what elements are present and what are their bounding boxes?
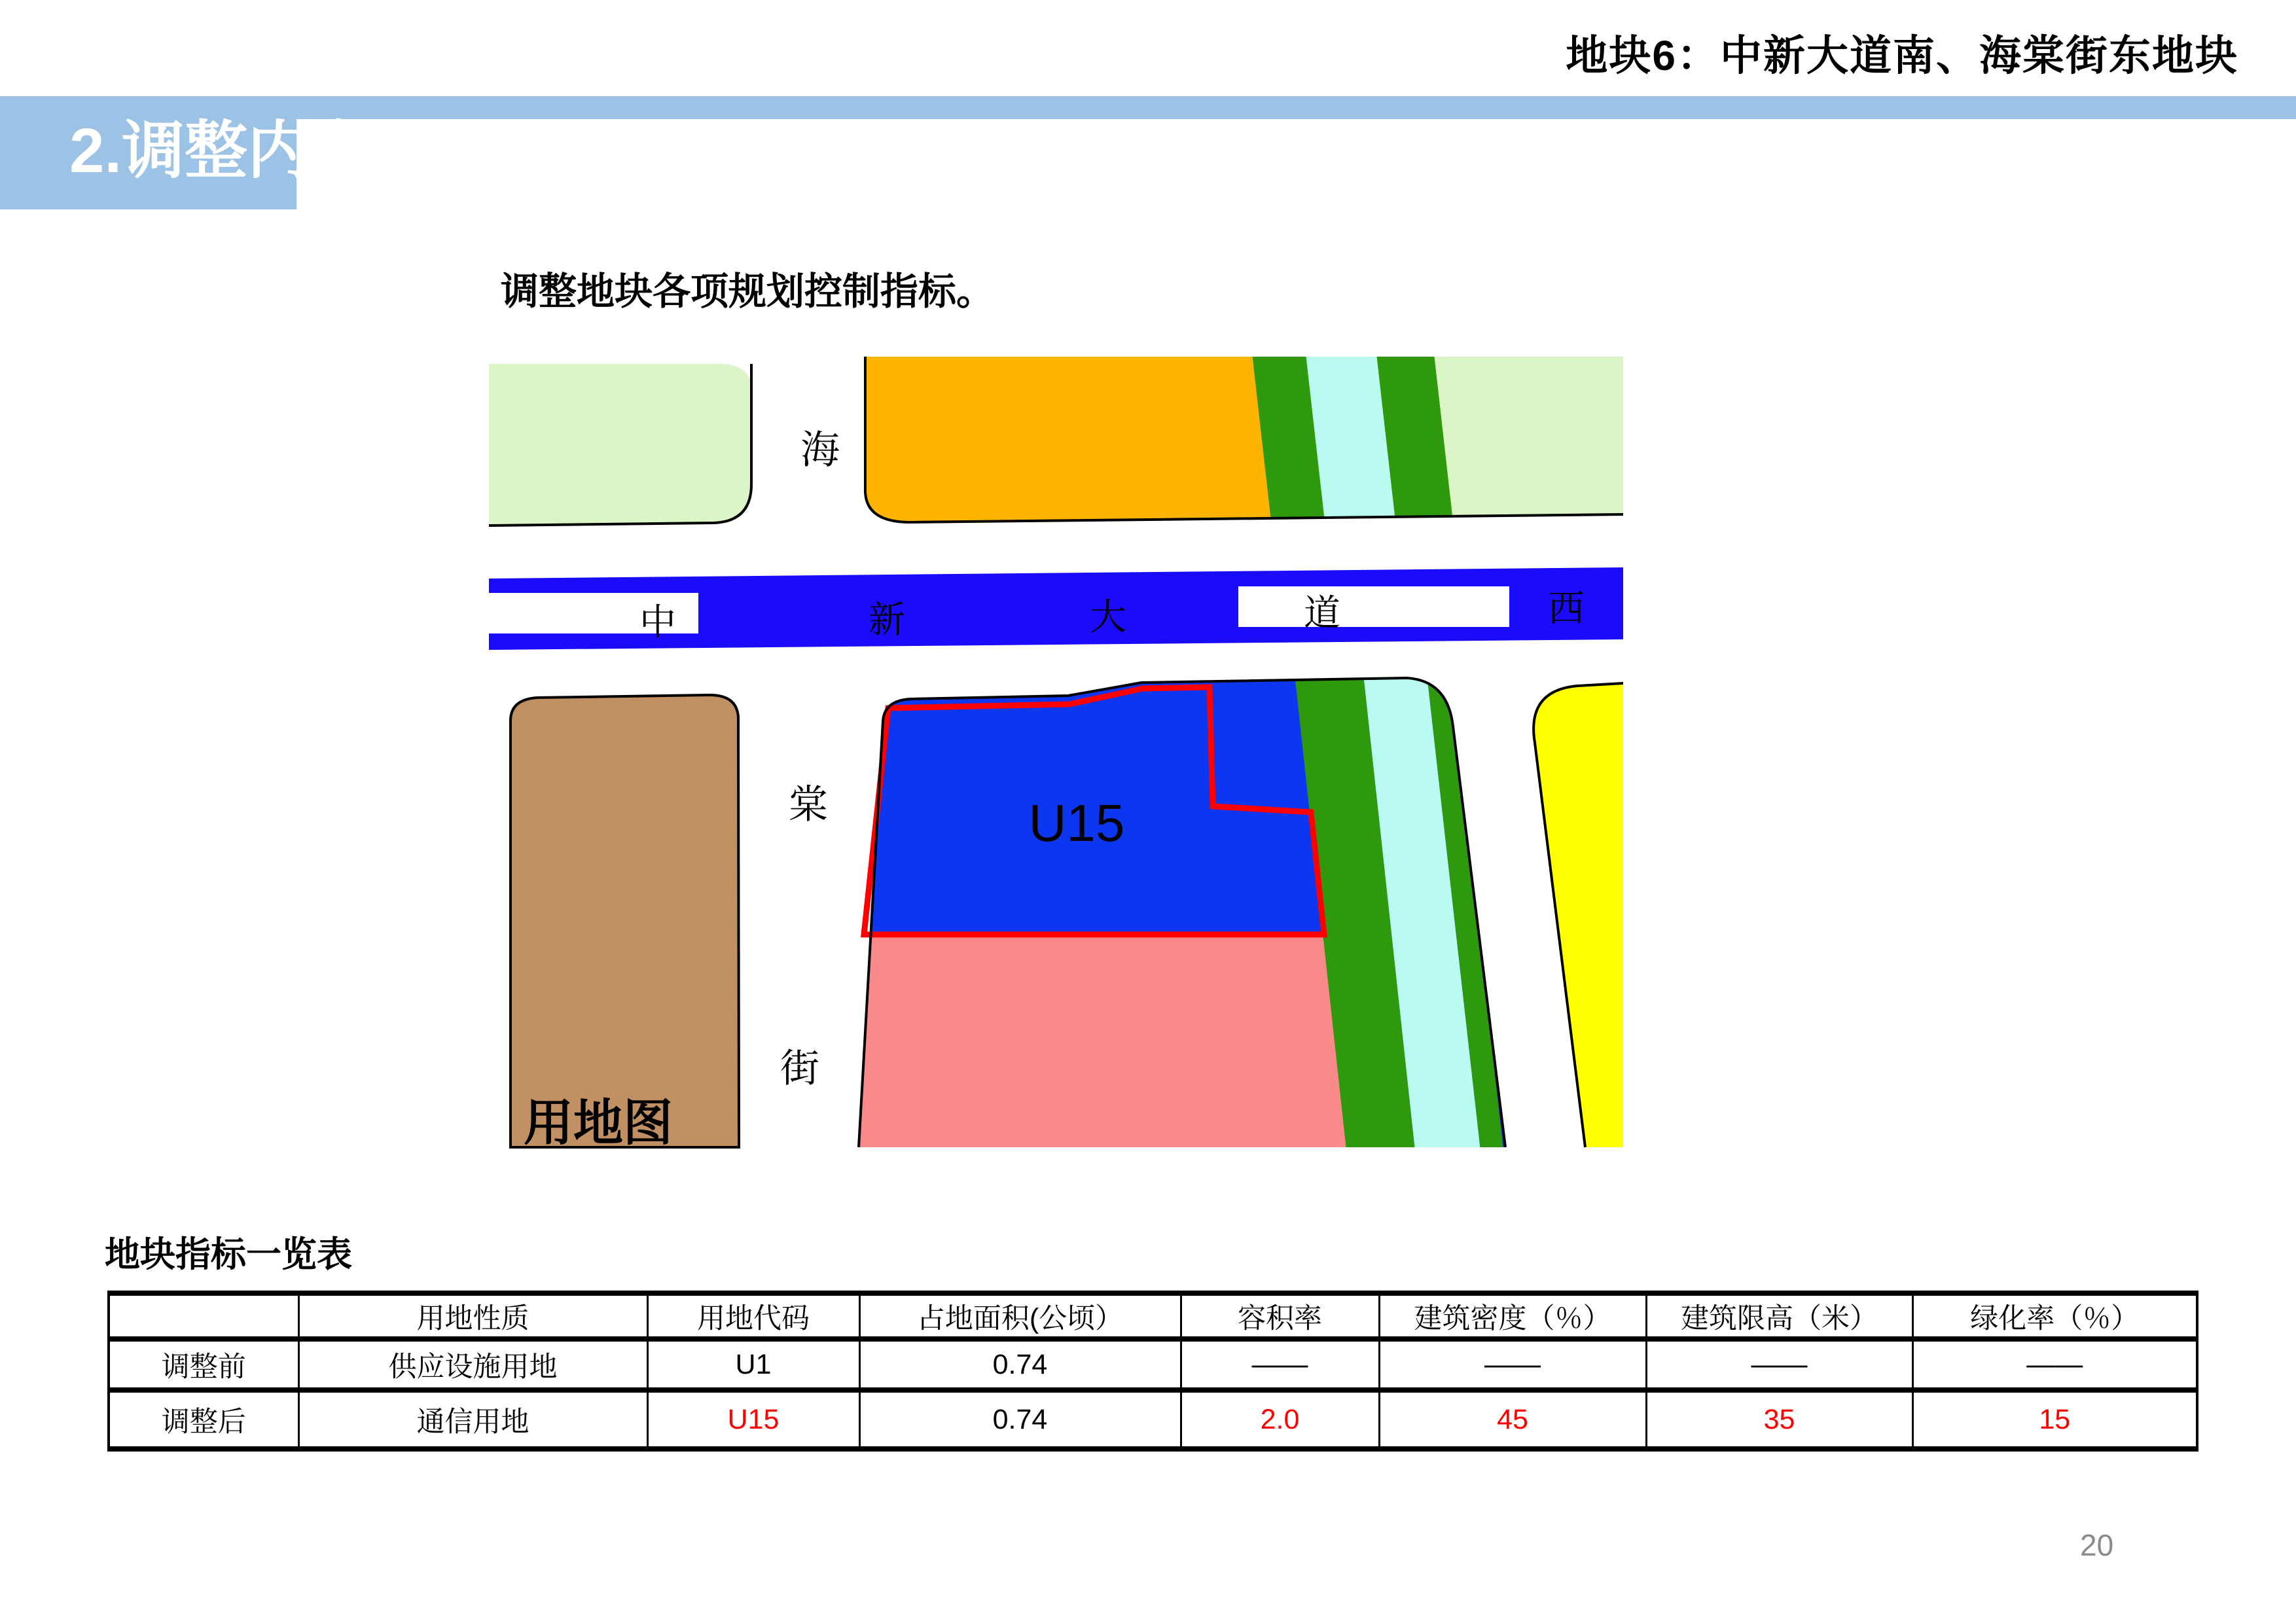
header-cell: 用地性质	[298, 1293, 647, 1339]
header-cell: 建筑限高（米）	[1646, 1293, 1912, 1339]
header-cell: 用地代码	[647, 1293, 859, 1339]
table-row-before	[109, 1339, 2197, 1390]
street-name-char: 棠	[789, 783, 828, 827]
table-row-after	[109, 1390, 2197, 1449]
table-cell-highlight: 2.0	[1181, 1390, 1379, 1449]
table-cell-highlight: 15	[1912, 1390, 2197, 1449]
road-name-char: 中	[639, 601, 676, 643]
table-cell: ——	[1912, 1339, 2197, 1390]
street-name-char: 海	[800, 428, 840, 472]
table-cell: 供应设施用地	[298, 1339, 647, 1390]
section-banner	[0, 96, 374, 209]
parcel-brown	[511, 695, 739, 1147]
header-cell: 容积率	[1181, 1293, 1379, 1339]
parcel-yellow	[1534, 683, 1623, 1147]
intro-text: 调整地块各项规划控制指标。	[501, 270, 995, 313]
parcel-u15-label: U15	[1028, 794, 1125, 852]
header-cell	[109, 1293, 298, 1339]
road-name-box	[1238, 586, 1509, 627]
table-header-row	[109, 1293, 2197, 1339]
header-cell: 占地面积(公顷）	[859, 1293, 1181, 1339]
table-title: 地块指标一览表	[105, 1235, 352, 1274]
road-name-char: 道	[1304, 592, 1340, 633]
table-cell-highlight: 35	[1646, 1390, 1912, 1449]
table-cell: 0.74	[859, 1390, 1181, 1449]
header-cell: 建筑密度（％）	[1379, 1293, 1646, 1339]
land-use-map	[484, 350, 1626, 1152]
table-cell: 0.74	[859, 1339, 1181, 1390]
road-name-char: 新	[869, 599, 905, 640]
map-caption: 用地图	[524, 1096, 673, 1151]
table-cell: ——	[1646, 1339, 1912, 1390]
parcel-pink	[848, 935, 1361, 1150]
table-cell: U1	[647, 1339, 859, 1390]
table-cell-highlight: 45	[1379, 1390, 1646, 1449]
indicator-table	[107, 1291, 2198, 1452]
road-name-char: 大	[1090, 596, 1126, 637]
plot-title: 地块6：中新大道南、海棠街东地块	[1566, 32, 2238, 79]
parcel-light-green-left	[489, 364, 753, 526]
section-banner-label: 2.调整内容	[69, 116, 374, 186]
page-number: 20	[2080, 1528, 2114, 1562]
street-name-char: 街	[780, 1046, 819, 1090]
table-cell: ——	[1379, 1339, 1646, 1390]
table-cell: ——	[1181, 1339, 1379, 1390]
top-greenway-strips	[1252, 353, 1623, 527]
row-label: 调整后	[109, 1390, 298, 1449]
parcel-light-green-right	[1434, 353, 1623, 527]
table-cell: 通信用地	[298, 1390, 647, 1449]
road-name-char: 西	[1548, 588, 1585, 629]
table-cell-highlight: U15	[647, 1390, 859, 1449]
header-cell: 绿化率（％）	[1912, 1293, 2197, 1339]
row-label: 调整前	[109, 1339, 298, 1390]
